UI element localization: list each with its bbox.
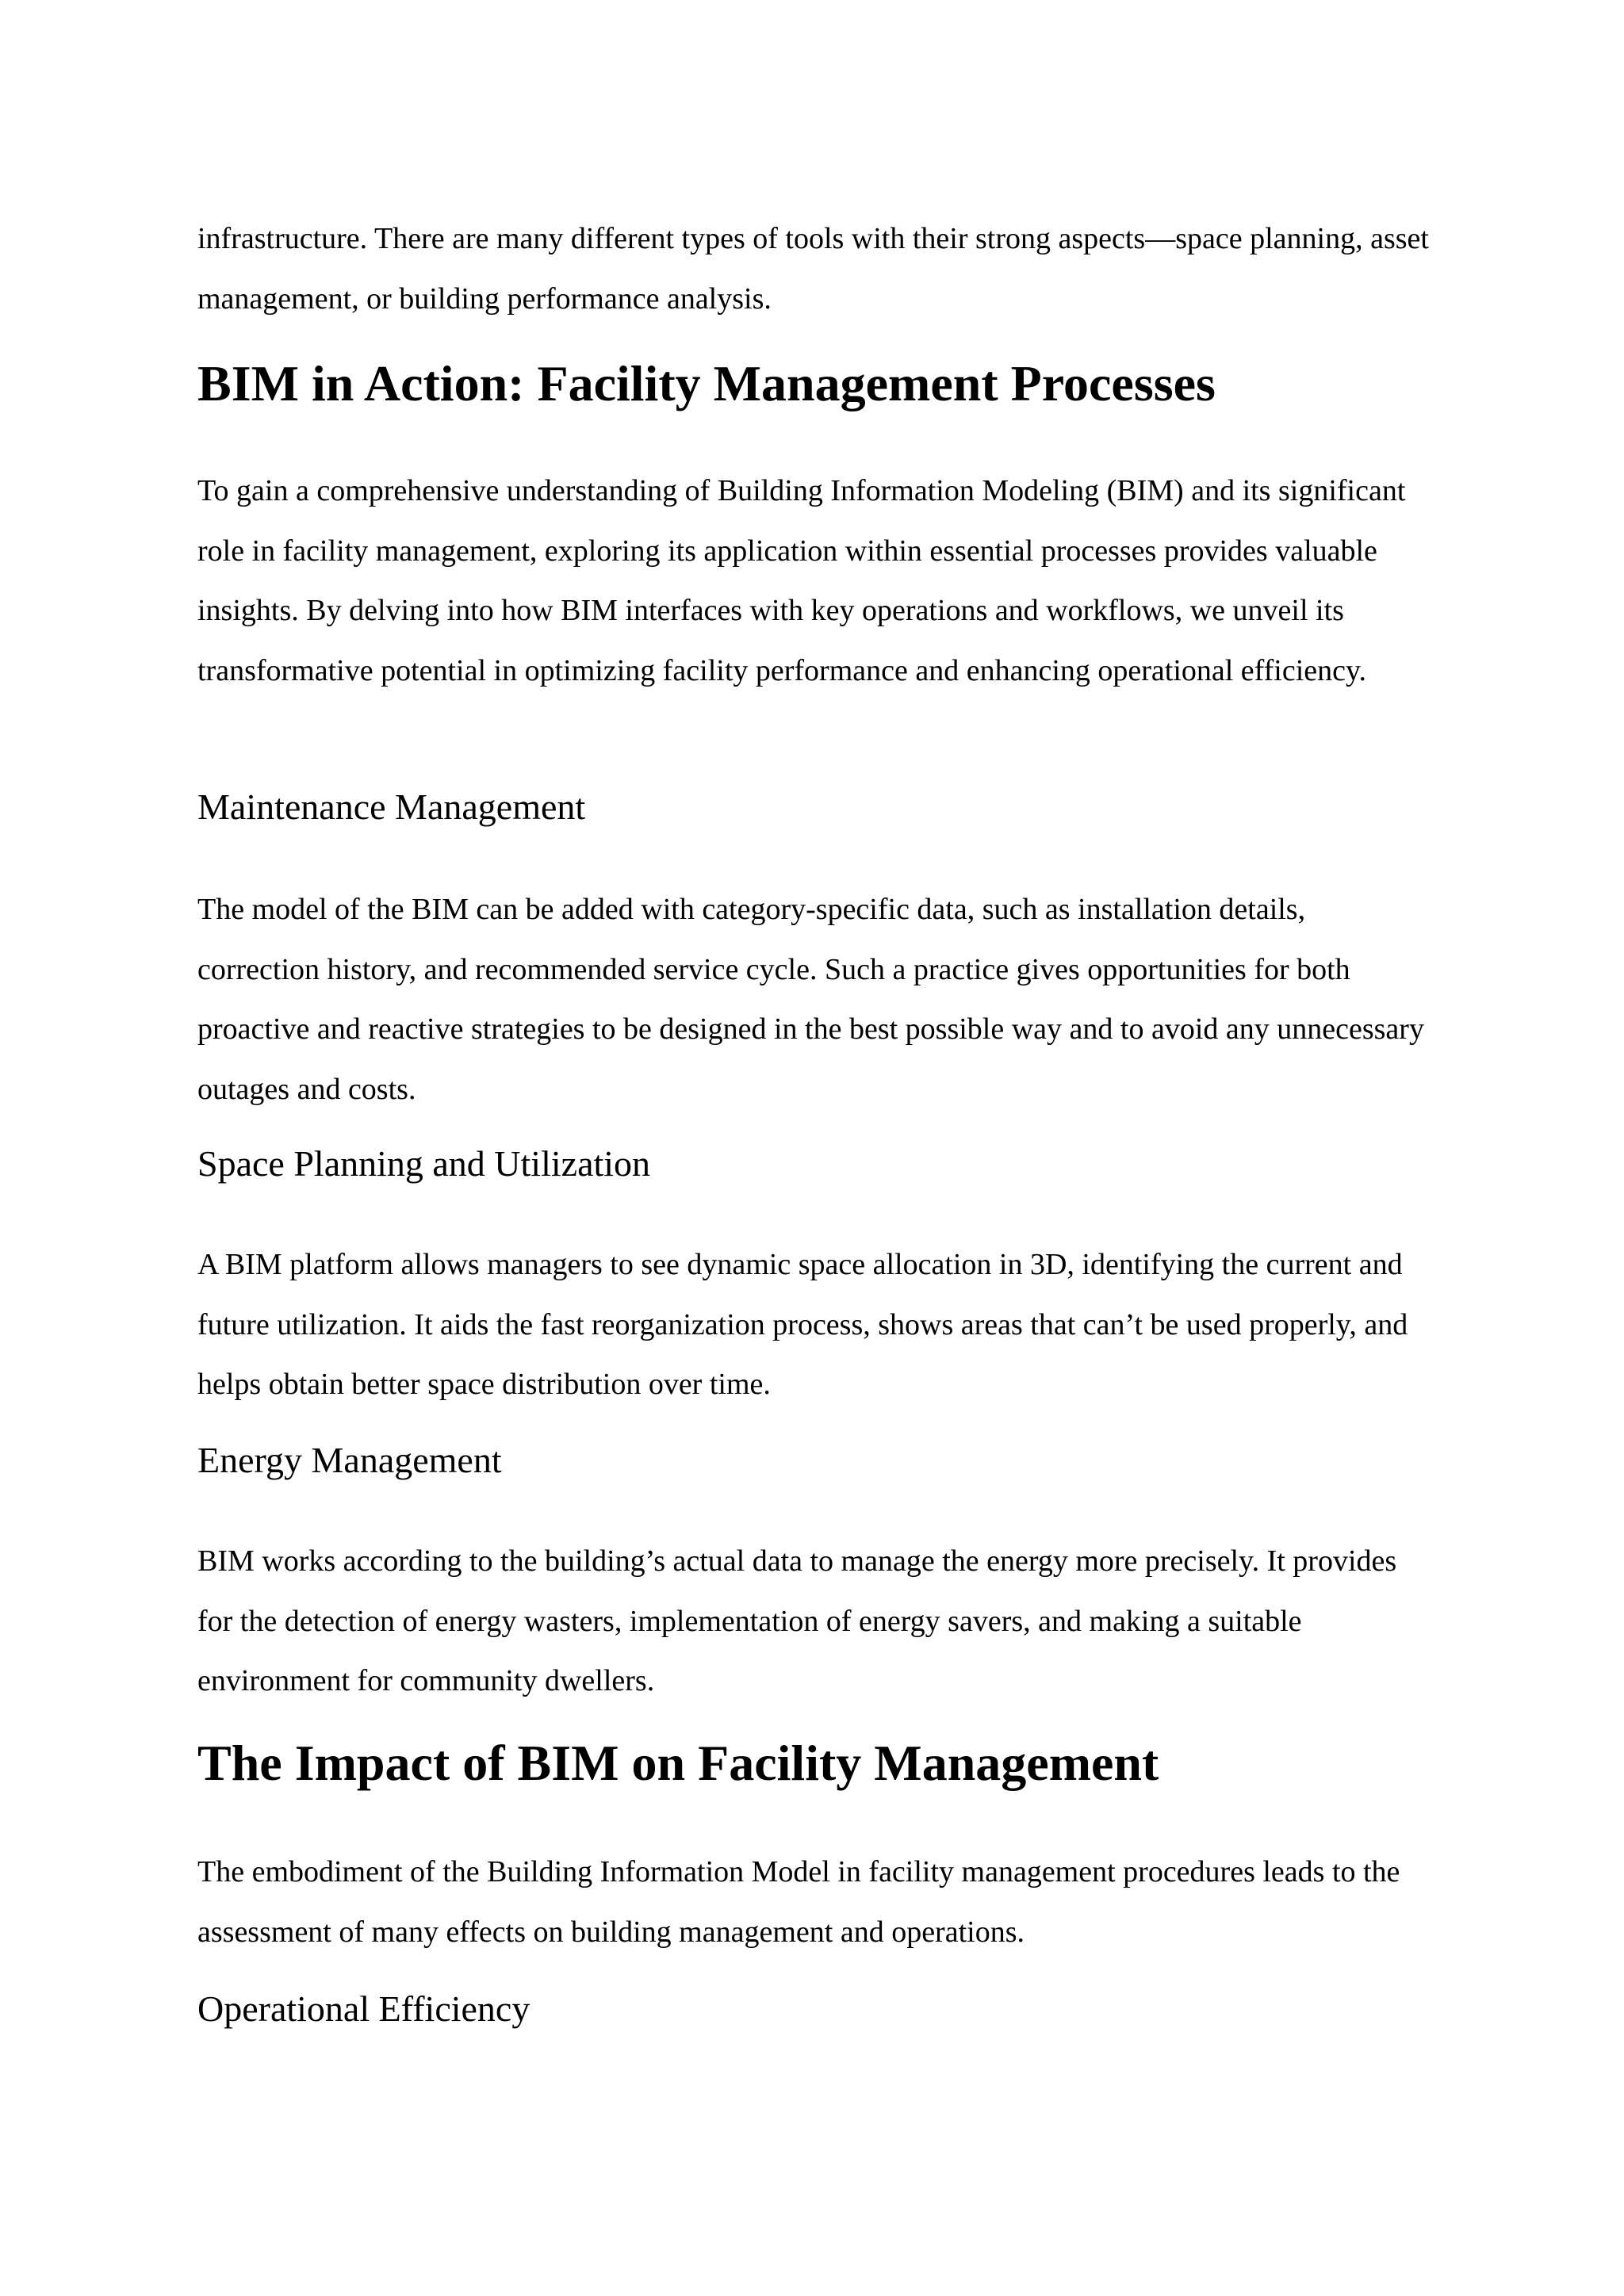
subheading-space-planning: Space Planning and Utilization [197, 1143, 651, 1184]
section-heading-impact-of-bim: The Impact of BIM on Facility Management [197, 1735, 1159, 1791]
subheading-energy-management: Energy Management [197, 1440, 502, 1480]
energy-paragraph: BIM works according to the building’s actual data to manage the energy more precisely. It provides for the detection of energy wasters, implementation of energy savers, and making a suitable environment for community dwellers. [197, 1544, 1397, 1697]
subheading-operational-efficiency: Operational Efficiency [197, 1988, 530, 2029]
impact-paragraph: The embodiment of the Building Information Model in facility management procedures leads to the assessment of many effects on building management and operations. [197, 1855, 1400, 1949]
bim-in-action-paragraph: To gain a comprehensive understanding of Building Information Modeling (BIM) and its significant role in facility management, exploring its application within essential processes provides valuable insights. By delving into how BIM interfaces with key operations and workflows, we unveil its transformative potential in optimizing facility performance and enhancing operational efficiency. [197, 474, 1406, 687]
maintenance-paragraph: The model of the BIM can be added with category-specific data, such as installation details, correction history, and recommended service cycle. Such a practice gives opportunities for both proactive and reactive strategies to be designed in the best possible way and to avoid any unnecessary outages and costs. [197, 893, 1424, 1106]
section-heading-bim-in-action: BIM in Action: Facility Management Processes [197, 355, 1216, 411]
subheading-maintenance-management: Maintenance Management [197, 786, 586, 827]
space-planning-paragraph: A BIM platform allows managers to see dynamic space allocation in 3D, identifying the current and future utilization. It aids the fast reorganization process, shows areas that can’t be used properly, and helps obtain better space distribution over time. [197, 1248, 1408, 1401]
intro-paragraph: infrastructure. There are many different types of tools with their strong aspects—space planning, asset management, or building performance analysis. [197, 222, 1429, 316]
